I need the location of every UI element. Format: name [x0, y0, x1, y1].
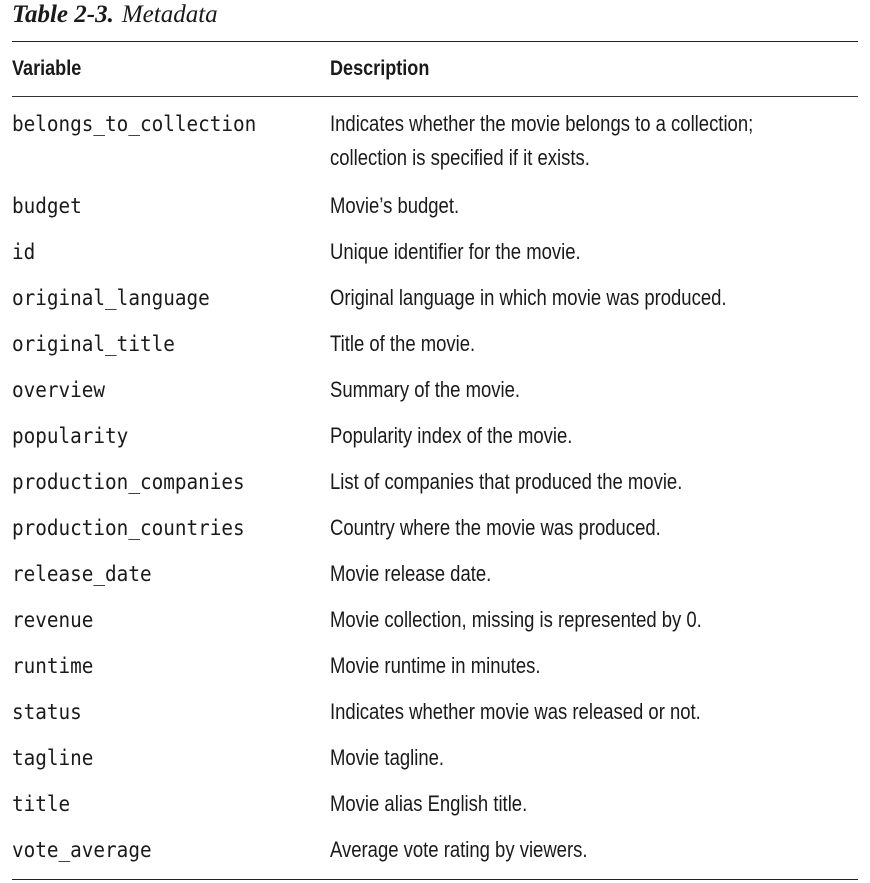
variable-cell: title — [12, 792, 71, 816]
variable-cell: production_countries — [12, 516, 245, 540]
header-variable: Variable — [12, 57, 82, 80]
description-cell: Average vote rating by viewers. — [330, 837, 588, 862]
variable-cell: overview — [12, 378, 106, 402]
description-cell: Movie collection, missing is represented by 0. — [330, 607, 702, 632]
table-row — [12, 327, 858, 373]
table-header — [12, 42, 858, 96]
table-row — [12, 741, 858, 787]
variable-cell: popularity — [12, 424, 129, 448]
variable-cell: original_title — [12, 332, 175, 356]
description-cell: Movie tagline. — [330, 745, 445, 770]
table-row — [12, 511, 858, 557]
table-row — [12, 281, 858, 327]
description-cell: Original language in which movie was produced. — [330, 285, 727, 310]
table-body — [12, 97, 858, 873]
table-row — [12, 189, 858, 235]
table-row — [12, 695, 858, 741]
variable-cell: revenue — [12, 608, 94, 632]
table-row — [12, 557, 858, 603]
description-cell: Movie’s budget. — [330, 193, 460, 218]
table-row — [12, 649, 858, 695]
table-row — [12, 465, 858, 511]
variable-cell: belongs_to_collection — [12, 112, 257, 136]
description-cell: Movie runtime in minutes. — [330, 653, 541, 678]
variable-cell: original_language — [12, 286, 210, 310]
variable-cell: tagline — [12, 746, 94, 770]
description-cell: Movie alias English title. — [330, 791, 528, 816]
variable-cell: production_companies — [12, 470, 245, 494]
variable-cell: vote_average — [12, 838, 152, 862]
table-row — [12, 235, 858, 281]
table-figure — [12, 0, 858, 880]
variable-cell: release_date — [12, 562, 152, 586]
description-cell: Country where the movie was produced. — [330, 515, 661, 540]
variable-cell: status — [12, 700, 82, 724]
header-description: Description — [330, 57, 430, 80]
description-cell: List of companies that produced the movie. — [330, 469, 683, 494]
table-number: Table 2-3. — [12, 1, 114, 28]
description-cell: Indicates whether the movie belongs to a collection; collection is specified if it exists. — [330, 111, 754, 170]
table-row — [12, 603, 858, 649]
table-row — [12, 833, 858, 873]
table-row — [12, 107, 858, 189]
description-cell: Movie release date. — [330, 561, 492, 586]
table-title: Metadata — [121, 1, 218, 28]
description-cell: Indicates whether movie was released or not. — [330, 699, 701, 724]
table-caption — [12, 0, 858, 32]
table-row — [12, 373, 858, 419]
variable-cell: budget — [12, 194, 82, 218]
description-cell: Popularity index of the movie. — [330, 423, 573, 448]
bottom-rule — [12, 879, 858, 880]
description-cell: Summary of the movie. — [330, 377, 520, 402]
table-row — [12, 419, 858, 465]
description-cell: Unique identifier for the movie. — [330, 239, 581, 264]
table-row — [12, 787, 858, 833]
variable-cell: runtime — [12, 654, 94, 678]
description-cell: Title of the movie. — [330, 331, 476, 356]
variable-cell: id — [12, 240, 36, 264]
